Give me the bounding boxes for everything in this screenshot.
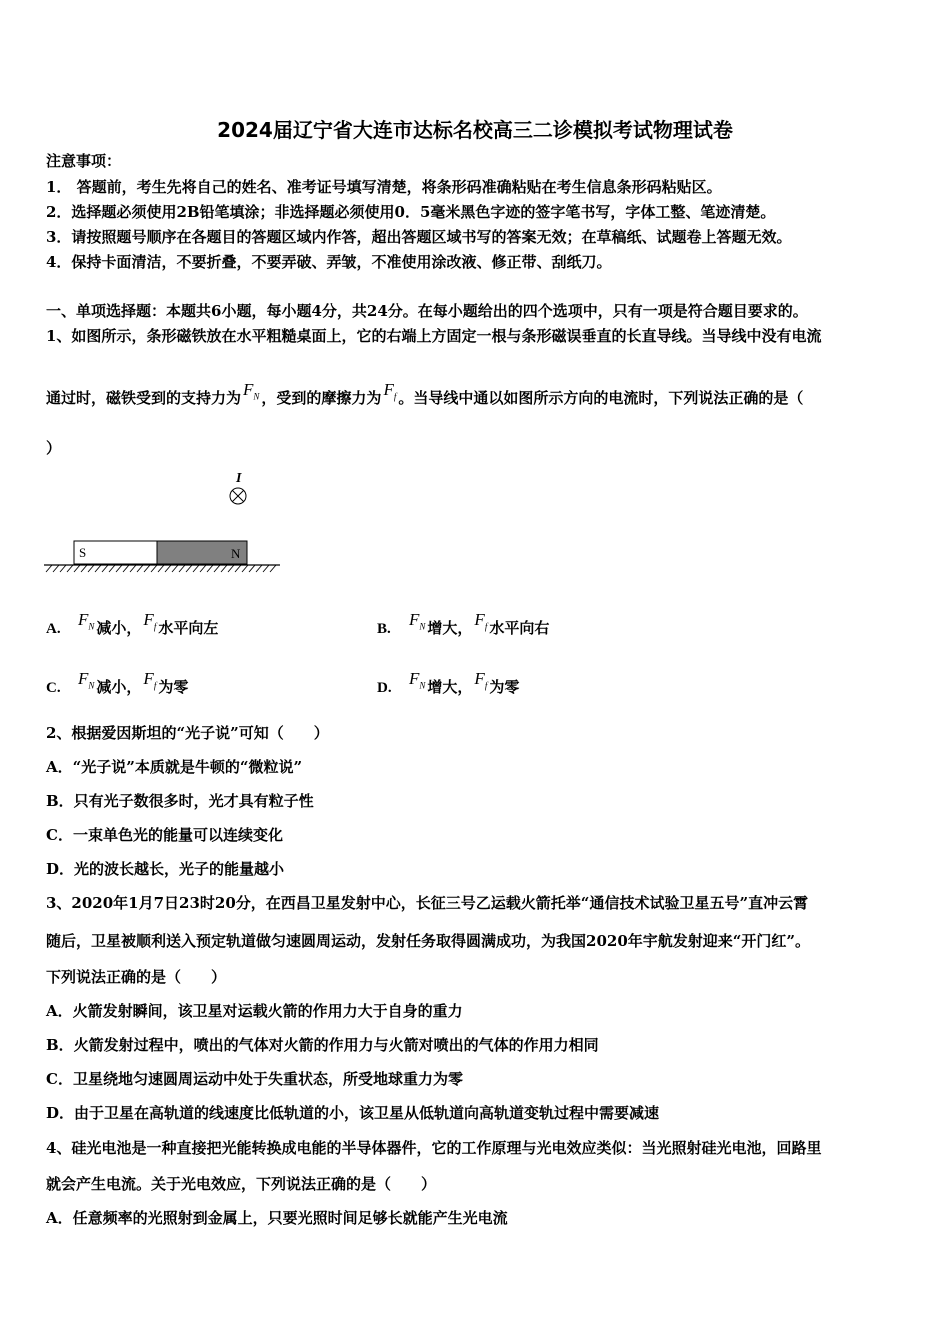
symbol-letter: F [78,610,89,629]
hatch-mark [179,565,185,572]
symbol-subscript: f [393,391,397,402]
notice-item: 3．请按照题号顺序在各题目的答题区域内作答，超出答题区域书写的答案无效；在草稿纸、试题卷上答题无效。 [46,228,792,246]
symbol-letter: F [143,669,154,688]
option-letter: B. [377,621,391,637]
hatch-mark [249,565,255,572]
symbol-subscript: f [484,680,488,691]
option-text: 为零 [489,678,520,696]
symbol-subscript: N [253,391,260,402]
symbol-subscript: f [153,680,157,691]
notice-item: 2．选择题必须使用2B铅笔填涂；非选择题必须使用0．5毫米黑色字迹的签字笔书写，字体工整、笔迹清楚。 [46,203,776,221]
symbol-subscript: N [88,680,95,691]
hatch-mark [263,565,269,572]
hatch-mark [221,565,227,572]
symbol-letter: F [383,380,394,399]
option-letter: D. [377,680,392,696]
q2-option-b[interactable]: B．只有光子数很多时，光才具有粒子性 [46,792,314,810]
q3-option-b[interactable]: B．火箭发射过程中，喷出的气体对火箭的作用力与火箭对喷出的气体的作用力相同 [46,1036,599,1054]
hatch-mark [207,565,213,572]
symbol-fn [409,610,426,632]
hatch-mark [144,565,150,572]
option-text: 水平向右 [489,619,550,637]
q3-stem-line1: 3、2020年1月7日23时20分，在西昌卫星发射中心，长征三号乙运载火箭托举“通信技术试验卫星五号”直冲云霄 [46,894,809,912]
q1-option-c[interactable] [46,669,189,703]
option-letter: A. [46,621,61,637]
q3-option-d[interactable]: D．由于卫星在高轨道的线速度比低轨道的小，该卫星从低轨道向高轨道变轨过程中需要减速 [46,1104,660,1122]
pole-s-label: S [79,545,87,560]
option-letter: C. [46,680,61,696]
hatch-mark [46,565,52,572]
hatch-mark [88,565,94,572]
symbol-ff [143,610,157,632]
current-into-page-symbol [230,488,246,504]
q2-stem: 2、根据爱因斯坦的“光子说”可知（ ） [46,724,329,742]
hatch-mark [158,565,164,572]
option-text: 为零 [158,678,189,696]
q1-option-b[interactable] [377,610,550,644]
symbol-fn [78,669,95,691]
q1-option-d[interactable] [377,669,520,703]
q2-option-a[interactable]: A．“光子说”本质就是牛顿的“微粒说” [46,758,303,776]
hatch-mark [256,565,262,572]
notice-item: 4．保持卡面清洁，不要折叠，不要弄破、弄皱，不准使用涂改液、修正带、刮纸刀。 [46,253,612,271]
symbol-ff [383,380,397,402]
q4-stem-line1: 4、硅光电池是一种直接把光能转换成电能的半导体器件，它的工作原理与光电效应类似：当光照射硅光电池，回路里 [46,1139,822,1157]
symbol-fn [78,610,95,632]
hatch-mark [102,565,108,572]
hatch-mark [60,565,66,572]
option-text: 减小， [96,619,142,637]
hatch-mark [214,565,220,572]
option-text: 增大， [427,619,473,637]
page-title: 2024届辽宁省大连市达标名校高三二诊模拟考试物理试卷 [217,118,733,142]
hatch-mark [270,565,276,572]
q1-stem-text: ，受到的摩擦力为 [261,389,382,407]
symbol-letter: F [474,669,485,688]
symbol-subscript: f [484,621,488,632]
q3-stem-line2: 随后，卫星被顺利送入预定轨道做匀速圆周运动，发射任务取得圆满成功，为我国2020年宇航发射迎来“开门红”。 [46,932,811,950]
hatch-mark [95,565,101,572]
symbol-letter: F [143,610,154,629]
q1-stem-text: 通过时，磁铁受到的支持力为 [46,389,242,407]
current-label: I [236,471,242,486]
q2-option-d[interactable]: D．光的波长越长，光子的能量越小 [46,860,285,878]
q3-option-a[interactable]: A．火箭发射瞬间，该卫星对运载火箭的作用力大于自身的重力 [46,1002,463,1020]
hatch-mark [151,565,157,572]
hatch-mark [53,565,59,572]
symbol-letter: F [409,610,420,629]
q3-stem-line3: 下列说法正确的是（ ） [46,968,227,986]
symbol-subscript: N [419,621,426,632]
q3-option-c[interactable]: C．卫星绕地匀速圆周运动中处于失重状态，所受地球重力为零 [46,1070,463,1088]
symbol-subscript: N [88,621,95,632]
q1-stem-line2 [46,380,804,414]
q4-option-a[interactable]: A．任意频率的光照射到金属上，只要光照时间足够长就能产生光电流 [46,1209,508,1227]
hatch-mark [67,565,73,572]
notice-heading: 注意事项： [46,152,122,170]
hatch-mark [116,565,122,572]
symbol-fn [409,669,426,691]
hatch-mark [200,565,206,572]
q1-stem-line3: ） [46,439,62,457]
symbol-subscript: N [419,680,426,691]
option-text: 减小， [96,678,142,696]
hatch-mark [109,565,115,572]
option-text: 增大， [427,678,473,696]
q1-option-a[interactable] [46,610,219,644]
notice-item: 1． 答题前，考生先将自己的姓名、准考证号填写清楚，将条形码准确粘贴在考生信息条形码粘贴区。 [46,178,722,196]
hatch-mark [81,565,87,572]
hatch-mark [242,565,248,572]
magnet-wire-figure [40,462,300,582]
pole-n-label: N [231,546,241,561]
hatch-mark [172,565,178,572]
q1-stem-text: 。当导线中通以如图所示方向的电流时，下列说法正确的是（ [398,389,804,407]
option-text: 水平向左 [158,619,219,637]
section-heading: 一、单项选择题：本题共6小题，每小题4分，共24分。在每小题给出的四个选项中，只有一项是符合题目要求的。 [46,302,808,320]
hatch-mark [165,565,171,572]
symbol-ff [143,669,157,691]
hatch-mark [193,565,199,572]
q1-stem-line1: 1、如图所示，条形磁铁放在水平粗糙桌面上，它的右端上方固定一根与条形磁误垂直的长直导线。当导线中没有电流 [46,327,822,345]
hatch-mark [235,565,241,572]
hatch-mark [228,565,234,572]
hatch-mark [137,565,143,572]
symbol-letter: F [474,610,485,629]
hatch-mark [74,565,80,572]
symbol-letter: F [409,669,420,688]
magnet-south-half [74,541,157,564]
symbol-letter: F [78,669,89,688]
q2-option-c[interactable]: C．一束单色光的能量可以连续变化 [46,826,283,844]
symbol-letter: F [243,380,254,399]
hatch-mark [186,565,192,572]
symbol-fn [243,380,260,402]
q4-stem-line2: 就会产生电流。关于光电效应，下列说法正确的是（ ） [46,1175,437,1193]
hatch-mark [123,565,129,572]
hatch-mark [130,565,136,572]
table-hatching [46,565,276,572]
symbol-ff [474,669,488,691]
symbol-ff [474,610,488,632]
symbol-subscript: f [153,621,157,632]
